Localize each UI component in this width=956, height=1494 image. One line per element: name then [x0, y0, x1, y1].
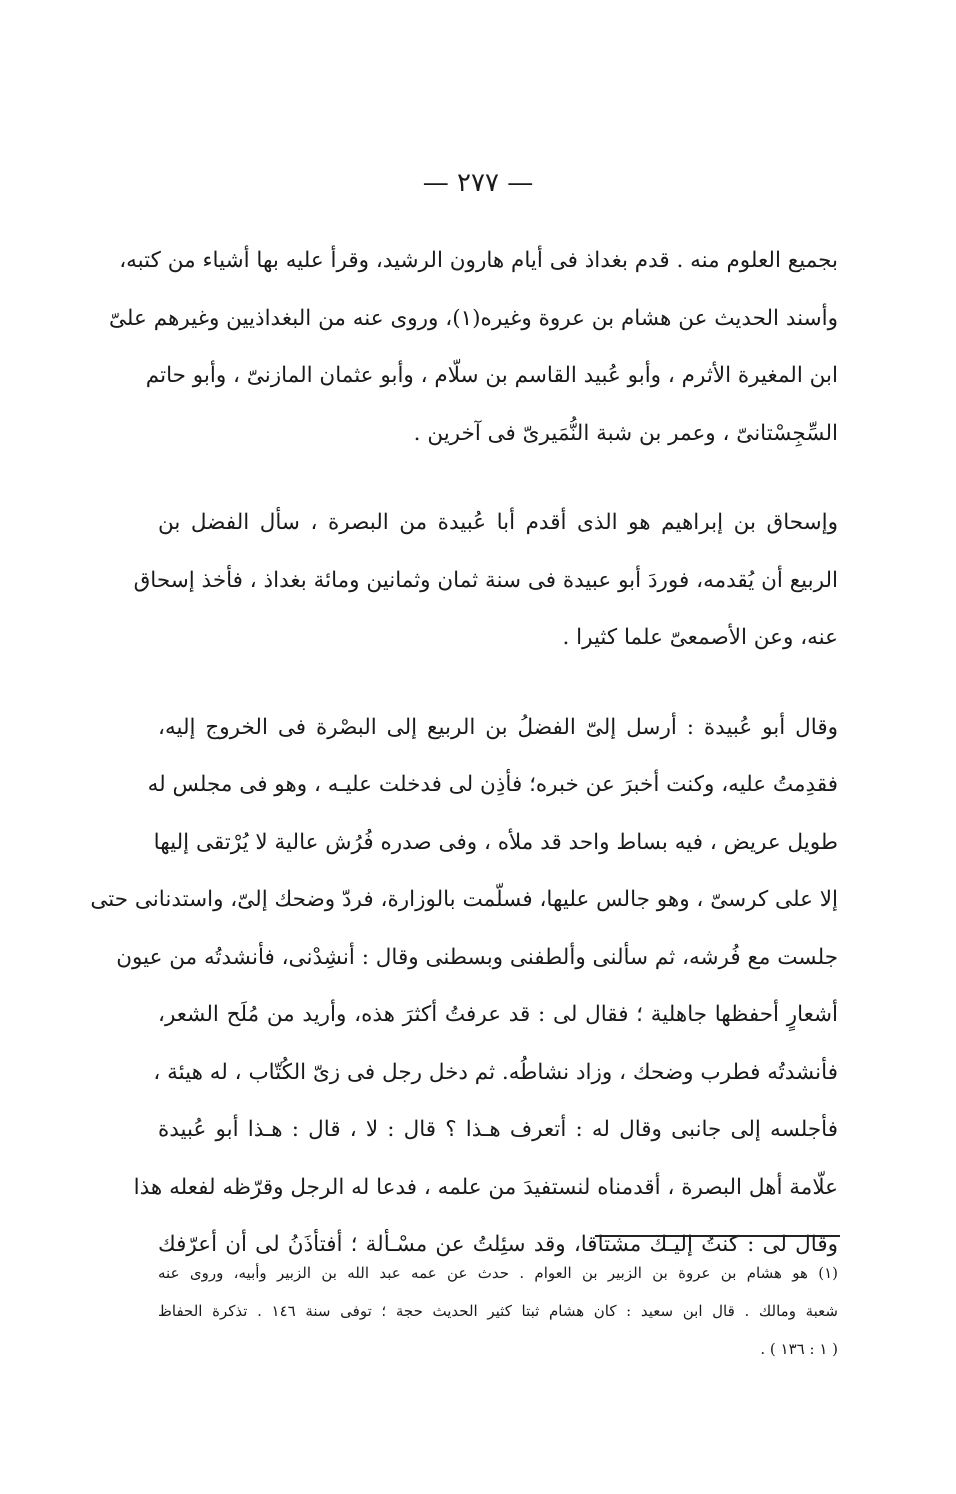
- text-line: فأنشدتُه فطرب وضحك ، وزاد نشاطُه. ثم دخل رجل فى زىّ الكُتّاب ، له هيئة ،: [153, 1059, 838, 1085]
- text-line: جلست مع فُرشه، ثم سألنى وألطفنى وبسطنى وقال : أنشِدْنى، فأنشدتُه من عيون: [116, 944, 838, 970]
- footnote-line: ( ١ : ١٣٦ ) .: [760, 1340, 838, 1358]
- paragraph-1: [109, 232, 838, 462]
- page-number: — ٢٧٧ —: [422, 168, 534, 198]
- paragraph-2: [133, 494, 838, 667]
- text-line: فقدِمتُ عليه، وكنت أخبرَ عن خبره؛ فأذِن لى فدخلت عليـه ، وهو فى مجلس له: [147, 772, 838, 797]
- text-line: إلا على كرسىّ ، وهو جالس عليها، فسلّمت بالوزارة، فردّ وضحك إلىّ، واستدنانى حتى: [90, 887, 838, 912]
- text-line: وقال لى : كنتُ إليـك مشتاقا، وقد سئِلتُ عن مسْـألة ؛ أفتأذَنُ لى أن أعرّفك: [158, 1232, 838, 1257]
- paragraph-gap: [158, 462, 838, 494]
- footnote-line: (١) هو هشام بن عروة بن الزبير بن العوام . حدث عن عمه عبد الله بن الزبير وأبيه، وروى عنه: [158, 1264, 838, 1282]
- text-line: أشعارٍ أحفظها جاهلية ؛ فقال لى : قد عرفتُ أكثرَ هذه، وأريد من مُلَح الشعر،: [158, 1002, 838, 1027]
- body-text: [90, 232, 838, 1274]
- text-line: بجميع العلوم منه . قدم بغداذ فى أيام هارون الرشيد، وقرأ عليه بها أشياء من كتبه،: [119, 248, 838, 273]
- text-line: ابن المغيرة الأثرم ، وأبو عُبيد القاسم بن سلّام ، وأبو عثمان المازنىّ ، وأبو حاتم: [145, 363, 838, 388]
- paragraph-3: [90, 699, 838, 1274]
- text-line: علّامة أهل البصرة ، أقدمناه لنستفيدَ من علمه ، فدعا له الرجل وقرّظه لفعله هذا: [133, 1174, 838, 1200]
- text-line: وأسند الحديث عن هشام بن عروة وغيره(١)، وروى عنه من البغداذيين وغيرهم علىّ: [109, 305, 838, 331]
- text-line: الربيع أن يُقدمه، فوردَ أبو عبيدة فى سنة ثمان وثمانين ومائة بغداذ ، فأخذ إسحاق: [133, 567, 838, 593]
- text-line: طويل عريض ، فيه بساط واحد قد ملأه ، وفى صدره فُرُش عالية لا يُرْتقى إليها: [153, 829, 838, 855]
- text-line: السِّجِسْتانىّ ، وعمر بن شبة النُّمَيرىّ فى آخرين .: [413, 420, 838, 446]
- text-line: فأجلسه إلى جانبى وقال له : أتعرف هـذا ؟ قال : لا ، قال : هـذا أبو عُبيدة: [158, 1117, 838, 1142]
- paragraph-gap: [158, 667, 838, 699]
- text-line: وقال أبو عُبيدة : أرسل إلىّ الفضلُ بن الربيع إلى البصْرة فى الخروج إليه،: [158, 714, 838, 740]
- text-line: عنه، وعن الأصمعىّ علما كثيرا .: [562, 625, 838, 650]
- footnote-separator: [595, 1235, 840, 1237]
- footnotes: [158, 1254, 838, 1368]
- text-line: وإسحاق بن إبراهيم هو الذى أقدم أبا عُبيدة من البصرة ، سأل الفضل بن: [158, 510, 838, 535]
- footnote-line: شعبة ومالك . قال ابن سعيد : كان هشام ثبتا كثير الحديث حجة ؛ توفى سنة ١٤٦ . تذكرة الحفاظ: [158, 1302, 838, 1320]
